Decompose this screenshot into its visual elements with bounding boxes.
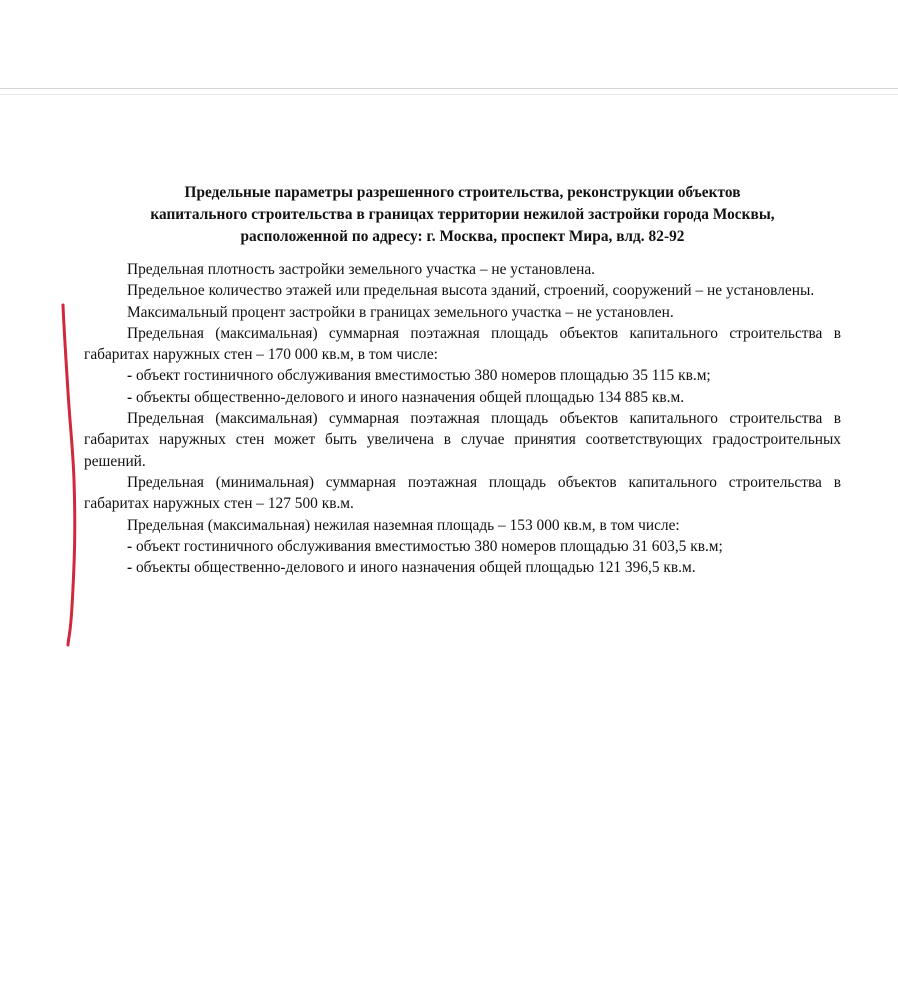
bullet-marker: - bbox=[127, 367, 136, 385]
bullet-marker: - bbox=[127, 559, 136, 577]
bullet-text: объект гостиничного обслуживания вместимостью 380 номеров площадью 35 115 кв.м; bbox=[135, 367, 711, 385]
bullet-hotel-area bbox=[84, 365, 841, 386]
title-line-2: капитального строительства в границах территории нежилой застройки города Москвы, bbox=[150, 206, 775, 223]
bullet-text: объекты общественно-делового и иного назначения общей площадью 121 396,5 кв.м. bbox=[135, 559, 696, 577]
bullet-hotel-above-ground bbox=[84, 536, 841, 557]
bullet-marker: - bbox=[127, 388, 136, 406]
bullet-marker: - bbox=[127, 537, 136, 555]
paragraph-min-total-area: Предельная (минимальная) суммарная поэтажная площадь объектов капитального строительства в габаритах наружных стен – 127 500 кв.м. bbox=[84, 473, 841, 513]
paragraph-floors: Предельное количество этажей или предельная высота зданий, строений, сооружений – не установлены. bbox=[127, 282, 815, 300]
document-body bbox=[84, 182, 841, 578]
title-line-3: расположенной по адресу: г. Москва, проспект Мира, влд. 82-92 bbox=[240, 228, 685, 245]
bullet-text: объект гостиничного обслуживания вместимостью 380 номеров площадью 31 603,5 кв.м; bbox=[135, 537, 723, 555]
page-edge-line bbox=[0, 94, 898, 95]
paragraph-max-total-area: Предельная (максимальная) суммарная поэтажная площадь объектов капитального строительства в габаритах наружных стен – 170 000 кв.м, в том числе: bbox=[84, 324, 841, 364]
title-line-1: Предельные параметры разрешенного строительства, реконструкции объектов bbox=[184, 184, 741, 201]
paragraph-area-increase: Предельная (максимальная) суммарная поэтажная площадь объектов капитального строительства в габаритах наружных стен может быть увеличена в случае принятия соответствующих градостроительных решений. bbox=[84, 410, 841, 470]
red-annotation-stroke bbox=[63, 305, 75, 645]
bullet-office-above-ground bbox=[84, 557, 841, 578]
viewer-top-area bbox=[0, 0, 898, 89]
document-title bbox=[84, 182, 841, 248]
paragraph-coverage: Максимальный процент застройки в границах земельного участка – не установлен. bbox=[127, 303, 674, 321]
paragraph-density: Предельная плотность застройки земельного участка – не установлена. bbox=[127, 261, 595, 278]
bullet-text: объекты общественно-делового и иного назначения общей площадью 134 885 кв.м. bbox=[135, 388, 685, 406]
bullet-office-area bbox=[84, 387, 841, 408]
paragraph-above-ground-area: Предельная (максимальная) нежилая наземная площадь – 153 000 кв.м, в том числе: bbox=[127, 516, 680, 534]
